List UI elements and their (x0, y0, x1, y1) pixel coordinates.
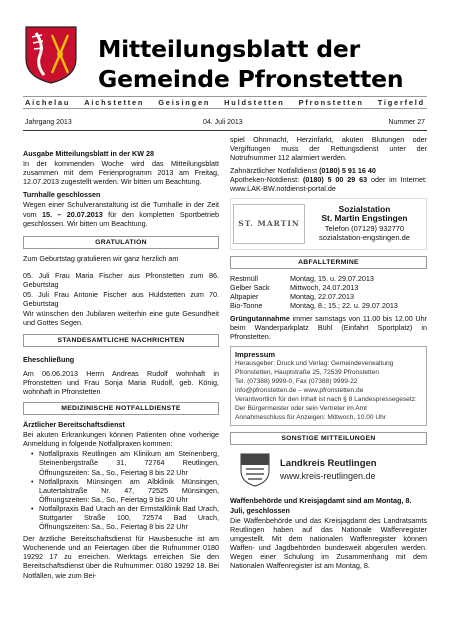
issue-meta (23, 118, 427, 131)
paragraph: Der ärztliche Bereitschaftsdienst für Hausbesuche ist am Wochenende und an Feiertagen über die Rufnummer 0180 19292 17 zu erreichen. Werktags erreichen Sie den Bereitschaftsdienst über die Rufnummer: 0180 19292 18. Bei Notfällen, wie zum Bei- (23, 534, 219, 580)
paragraph: 05. Juli Frau Antonie Fischer aus Huldstetten zum 70. Geburtstag (23, 290, 219, 309)
section-box-notfall: MEDIZINISCHE NOTFALLDIENSTE (23, 402, 219, 415)
coat-of-arms-icon (24, 25, 78, 85)
section-box-gratulation: GRATULATION (23, 236, 219, 249)
village-name: Huldstetten (224, 98, 285, 107)
paragraph: Am 06.06.2013 Herrn Andreas Rudolf wohnhaft in Pfronstetten und Frau Sonja Maria Rudolf, geb. König, wohnhaft in Pfronstetten (23, 368, 219, 396)
impressum-box: Impressum Herausgeber: Druck und Verlag: Gemeindeverwaltung Pfronstetten, Hauptstraße 25, 72539 Pfronstetten Tel. (07388) 9999-0, Fax (07388) 9999-22 info@pfronstetten.de – www.pfronstetten.de Verantwortlich für den Inhalt ist nach § 8 Landespressegesetz: Der Bürgermeister oder sein Vertreter im Amt Annahmeschluss für Anzeigen: Mittwoch, 10.00 Uhr (230, 346, 427, 426)
waste-schedule: Restmüll Montag, 15. u. 29.07.2013 Gelber Sack Mittwoch, 24.07.2013 Altpapier Montag, 22.07.2013 Bio-Tonne Montag, 8.; 15.; 22. u. 29.07.2013 (230, 273, 398, 310)
paragraph: spiel Ohnmacht, Herzinfarkt, akuten Blutungen oder Vergiftungen muss der Rettungsdienst unter der Notrufnummer 112 alarmiert werden. (230, 135, 427, 163)
paragraph: Wegen einer Schulveranstaltung ist die Turnhalle in der Zeit vom 15. – 20.07.2013 für den kompletten Sportbetrieb geschlossen. Wir bitten um Beachtung. (23, 200, 219, 228)
praxis-list (23, 449, 219, 531)
list-item: • Notfallpraxis Reutlingen am Klinikum am Steinenberg, Steinenbergstraße 31, 72764 Reutlingen, Öffnungszeiten: Sa., So., Feiertag 8 bis 22 Uhr (31, 449, 219, 476)
list-item: • Notfallpraxis Bad Urach an der Ermstalklinik Bad Urach, Stuttgarter Straße 100, 72574 Bad Urach, Öffnungszeiten: Sa., So., Feiertag 8 bis 22 Uhr (31, 504, 219, 531)
ad-landkreis: Landkreis Reutlingen www.kreis-reutlingen.de (230, 450, 427, 490)
section-heading: Turnhalle geschlossen (23, 190, 101, 200)
section-heading: Waffenbehörde und Kreisjagdamt sind am Montag, 8. Juli, geschlossen (230, 496, 412, 515)
issue-date: 04. Juli 2013 (203, 119, 243, 126)
st-martin-logo-icon: ST. MARTIN (233, 204, 305, 244)
paragraph: 05. Juli Frau Maria Fischer aus Pfronstetten zum 86. Geburtstag (23, 270, 219, 290)
list-item: • Notfallpraxis Münsingen am Albklinik Münsingen, Lautertalstraße Nr. 47, 72525 Münsingen, Öffnungszeiten: Sa., So., Feiertag 9 bis 20 Uhr (31, 477, 219, 504)
ad-sozialstation: ST. MARTIN Sozialstation St. Martin Engstingen Telefon (07129) 932770 sozialstation-engstingen.de (230, 198, 427, 250)
right-column (230, 135, 427, 574)
issue-number: Nummer 27 (388, 119, 425, 126)
landkreis-emblem-icon (240, 453, 270, 487)
village-name: Geisingen (158, 98, 211, 107)
village-name: Tigerfeld (377, 98, 425, 107)
paragraph: Bei akuten Erkrankungen können Patienten ohne vorherige Anmeldung in folgende Notfallpraxen kommen: (23, 430, 219, 449)
section-heading: Ausgabe Mitteilungsblatt in der KW 28 (23, 149, 154, 158)
paragraph: Grüngutannahme immer samstags von 11.00 bis 12.00 Uhr beim Wanderparkplatz Bühl (Einfahrt Sportplatz) in Pfronstetten. (230, 314, 427, 342)
section-heading: Ärztlicher Bereitschaftsdienst (23, 420, 125, 430)
paragraph: Apotheken-Notdienst: (0180) 5 00 29 63 oder im Internet: www.LAK-BW.notdienst-portal.de (230, 175, 427, 194)
section-box-abfall: ABFALLTERMINE (230, 256, 427, 269)
section-box-standesamt: STANDESAMTLICHE NACHRICHTEN (23, 334, 219, 347)
section-box-sonstige: SONSTIGE MITTEILUNGEN (230, 432, 427, 445)
issue-year: Jahrgang 2013 (25, 119, 72, 126)
paragraph: Zum Geburtstag gratulieren wir ganz herzlich am (23, 253, 179, 263)
section-heading: Eheschließung (23, 354, 75, 364)
village-bar (23, 96, 427, 109)
paragraph: Die Waffenbehörde und das Kreisjagdamt des Landratsamts Reutlingen haben auf das Nationale Waffenregister umgestellt. Mit dem nationalen Waffenregister können Waffen- und Jagdbehörden bundesweit abgerufen werden. Wegen einer Schulung im Zusammenhang mit dem Nationalen Waffenregister ist am Montag, 8. (230, 515, 427, 571)
village-name: Pfronstetten (298, 98, 364, 107)
village-name: Aichelau (25, 98, 71, 107)
village-name: Aichstetten (84, 98, 145, 107)
page-title: Mitteilungsblatt der Gemeinde Pfronstetten (98, 35, 404, 93)
paragraph: In der kommenden Woche wird das Mitteilungsblatt zusammen mit dem Ferienprogramm 2013 am Freitag, 12.07.2013 zugestellt werden. Wir bitten um Beachtung. (23, 159, 219, 187)
left-column (23, 135, 219, 584)
paragraph: Wir wünschen den Jubilaren weiterhin eine gute Gesundheit und Gottes Segen. (23, 309, 219, 328)
paragraph: Zahnärztlicher Notfalldienst (0180) 5 91 16 40 (230, 166, 376, 176)
